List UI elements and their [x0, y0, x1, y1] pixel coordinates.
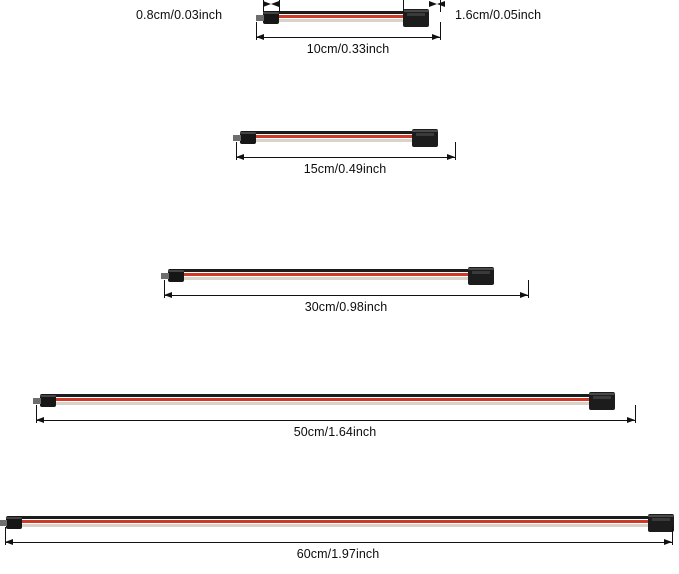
- dim-line-60cm: [5, 542, 672, 543]
- wire-red: [269, 15, 417, 18]
- connector-highlight: [168, 270, 184, 272]
- connector-male-left: [168, 269, 184, 282]
- cable-row-50cm: [0, 383, 679, 453]
- dim-tick-right-60cm: [672, 527, 673, 545]
- dim-label-30cm: 30cm/0.98inch: [304, 300, 388, 314]
- connector-pins: [33, 398, 41, 404]
- dim-tick-right-50cm: [635, 405, 636, 423]
- connector-highlight: [468, 268, 494, 270]
- connector-pins: [256, 15, 264, 21]
- tick-left-conn-b: [279, 0, 280, 12]
- connector-highlight: [589, 393, 615, 395]
- connector-pins: [233, 135, 241, 141]
- connector-highlight: [403, 10, 429, 12]
- connector-male-left: [6, 516, 22, 529]
- dim-arrow-right-30cm: [520, 292, 528, 298]
- dim-line-10cm: [256, 37, 440, 38]
- connector-male-left: [263, 11, 279, 24]
- wire-black: [46, 394, 603, 397]
- tick-right-conn-a: [403, 0, 404, 12]
- wire-red: [46, 398, 603, 401]
- wire-black: [246, 131, 426, 134]
- dim-label-15cm: 15cm/0.49inch: [303, 162, 387, 176]
- wire-bundle: [269, 11, 417, 25]
- annotation-left-connector-width: 0.8cm/0.03inch: [136, 8, 223, 22]
- dim-arrow-left-60cm: [5, 539, 13, 545]
- wire-black: [269, 11, 417, 14]
- dim-line-30cm: [164, 295, 528, 296]
- dim-line-50cm: [36, 420, 635, 421]
- cable-row-15cm: [0, 120, 679, 190]
- dim-arrow-right-15cm: [447, 154, 455, 160]
- wire-red: [174, 273, 482, 276]
- connector-female-right: [468, 267, 494, 285]
- wire-white: [269, 19, 417, 22]
- wire-red: [246, 135, 426, 138]
- connector-pins: [0, 520, 7, 526]
- connector-female-right: [403, 9, 429, 27]
- connector-female-right: [648, 514, 674, 532]
- connector-notch: [652, 518, 670, 521]
- dim-tick-right-30cm: [528, 280, 529, 298]
- arrow-right-conn: [429, 1, 437, 7]
- connector-highlight: [263, 12, 279, 14]
- dim-tick-right-15cm: [455, 142, 456, 160]
- wire-white: [174, 277, 482, 280]
- dim-arrow-left-50cm: [36, 417, 44, 423]
- wire-white: [46, 402, 603, 405]
- arrow-left-conn: [263, 1, 271, 7]
- connector-male-left: [40, 394, 56, 407]
- dim-tick-right-10cm: [440, 22, 441, 40]
- dim-label-60cm: 60cm/1.97inch: [296, 547, 380, 561]
- wire-white: [14, 524, 650, 527]
- annotation-right-connector-width: 1.6cm/0.05inch: [455, 8, 542, 22]
- cable-row-30cm: [0, 258, 679, 328]
- wire-bundle: [46, 394, 603, 408]
- wire-bundle: [174, 269, 482, 283]
- dim-arrow-left-10cm: [256, 34, 264, 40]
- cable-row-60cm: [0, 505, 679, 574]
- arrow-right-conn-2: [437, 1, 445, 7]
- connector-notch: [407, 13, 425, 16]
- connector-pins: [161, 273, 169, 279]
- arrow-left-conn-2: [271, 1, 279, 7]
- dim-line-15cm: [236, 157, 455, 158]
- cable-50cm: [32, 391, 652, 411]
- connector-highlight: [648, 515, 674, 517]
- connector-highlight: [240, 132, 256, 134]
- wire-bundle: [246, 131, 426, 145]
- connector-highlight: [412, 130, 438, 132]
- dim-arrow-left-15cm: [236, 154, 244, 160]
- wire-red: [14, 520, 650, 523]
- connector-highlight: [6, 517, 22, 519]
- cable-15cm: [232, 128, 457, 148]
- wire-black: [14, 516, 650, 519]
- connector-female-right: [589, 392, 615, 410]
- connector-male-left: [240, 131, 256, 144]
- wire-white: [246, 139, 426, 142]
- dim-arrow-right-50cm: [627, 417, 635, 423]
- connector-notch: [416, 133, 434, 136]
- cable-30cm: [160, 266, 530, 286]
- dim-label-50cm: 50cm/1.64inch: [293, 425, 377, 439]
- connector-female-right: [412, 129, 438, 147]
- wire-black: [174, 269, 482, 272]
- dim-arrow-right-60cm: [664, 539, 672, 545]
- cable-row-10cm: [0, 0, 679, 70]
- cable-60cm: [0, 513, 679, 533]
- connector-notch: [472, 271, 490, 274]
- dim-arrow-right-10cm: [432, 34, 440, 40]
- dim-arrow-left-30cm: [164, 292, 172, 298]
- connector-notch: [593, 396, 611, 399]
- connector-highlight: [40, 395, 56, 397]
- dim-label-10cm: 10cm/0.33inch: [306, 42, 390, 56]
- wire-bundle: [14, 516, 650, 530]
